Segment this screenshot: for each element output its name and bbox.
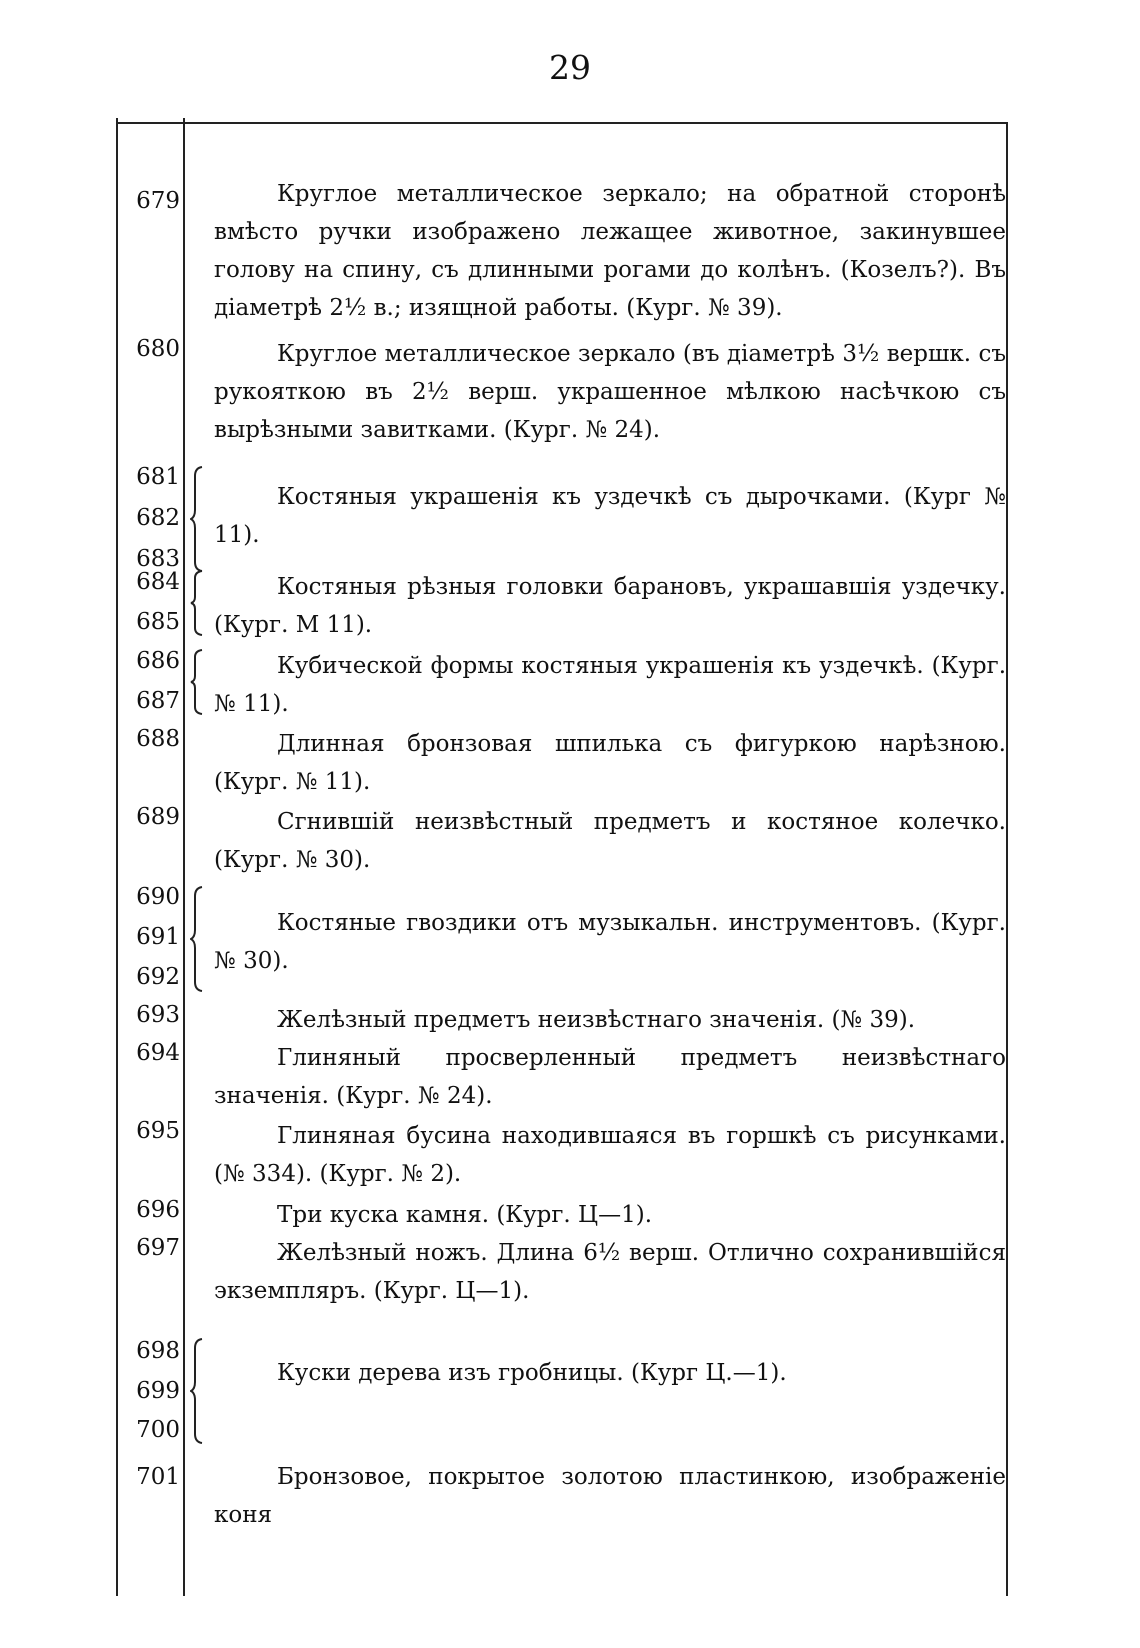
entry-text: Глиняный просверленный предметъ неизвѣстнаго значенія. (Кург. № 24). <box>214 1045 1006 1109</box>
entry-number: 688 <box>136 726 180 752</box>
entry-number: 685 <box>136 609 180 635</box>
entry-text: Круглое металлическое зеркало; на обратной сторонѣ вмѣсто ручки изображено лежащее животное, закинувшее голову на спину, съ длинными рогами до колѣнъ. (Козелъ?). Въ діаметрѣ 2½ в.; изящной работы. (Кург. № 39). <box>214 181 1006 321</box>
entry-number: 682 <box>136 505 180 531</box>
column-rule <box>183 118 185 1596</box>
entry-number: 697 <box>136 1235 180 1261</box>
entry-number: 698 <box>136 1338 180 1364</box>
entry-number: 692 <box>136 964 180 990</box>
entry-number: 696 <box>136 1197 180 1223</box>
entry-text: Желѣзный ножъ. Длина 6½ верш. Отлично сохранившійся экземпляръ. (Кург. Ц—1). <box>214 1240 1006 1304</box>
entry-text: Кубической формы костяныя украшенія къ уздечкѣ. (Кург. № 11). <box>214 653 1006 717</box>
brace-icon <box>190 1338 204 1444</box>
brace-icon <box>190 466 204 572</box>
entry-number: 686 <box>136 648 180 674</box>
top-rule <box>116 122 1006 124</box>
right-rule <box>1006 122 1008 1596</box>
entry-number: 699 <box>136 1378 180 1404</box>
left-rule <box>116 118 118 1596</box>
entry-text: Костяныя рѣзныя головки барановъ, украшавшія уздечку. (Кург. М 11). <box>214 574 1006 638</box>
entry-number: 683 <box>136 546 180 572</box>
entry-text: Сгнившій неизвѣстный предметъ и костяное колечко. (Кург. № 30). <box>214 809 1006 873</box>
entry-number: 695 <box>136 1118 180 1144</box>
entry-number: 689 <box>136 804 180 830</box>
entry-text: Бронзовое, покрытое золотою пластинкою, изображеніе коня <box>214 1464 1006 1528</box>
entry-text: Костяные гвоздики отъ музыкальн. инструментовъ. (Кург. № 30). <box>214 910 1006 974</box>
entry-number: 687 <box>136 688 180 714</box>
entry-text: Желѣзный предметъ неизвѣстнаго значенія. (№ 39). <box>277 1007 916 1033</box>
entry-text: Длинная бронзовая шпилька съ фигуркою нарѣзною. (Кург. № 11). <box>214 731 1006 795</box>
entry-number: 681 <box>136 464 180 490</box>
entry-number: 701 <box>136 1464 180 1490</box>
brace-icon <box>190 649 204 715</box>
entry-text: Куски дерева изъ гробницы. (Кург Ц.—1). <box>277 1360 787 1386</box>
entry-text: Круглое металлическое зеркало (въ діаметрѣ 3½ вершк. съ рукояткою въ 2½ верш. украшенное мѣлкою насѣчкою съ вырѣзными завитками. (Кург. № 24). <box>214 341 1006 443</box>
entry-number: 700 <box>136 1417 180 1443</box>
entry-number: 680 <box>136 336 180 362</box>
brace-icon <box>190 886 204 992</box>
entry-number: 679 <box>136 188 180 214</box>
entry-text: Три куска камня. (Кург. Ц—1). <box>277 1202 653 1228</box>
entry-text: Глиняная бусина находившаяся въ горшкѣ съ рисунками. (№ 334). (Кург. № 2). <box>214 1123 1006 1187</box>
page-number: 29 <box>549 48 591 87</box>
entry-number: 691 <box>136 924 180 950</box>
entry-number: 684 <box>136 569 180 595</box>
entry-number: 694 <box>136 1040 180 1066</box>
entry-number: 693 <box>136 1002 180 1028</box>
entry-text: Костяныя украшенія къ уздечкѣ съ дырочками. (Кург № 11). <box>214 484 1006 548</box>
entry-number: 690 <box>136 884 180 910</box>
brace-icon <box>190 570 204 636</box>
